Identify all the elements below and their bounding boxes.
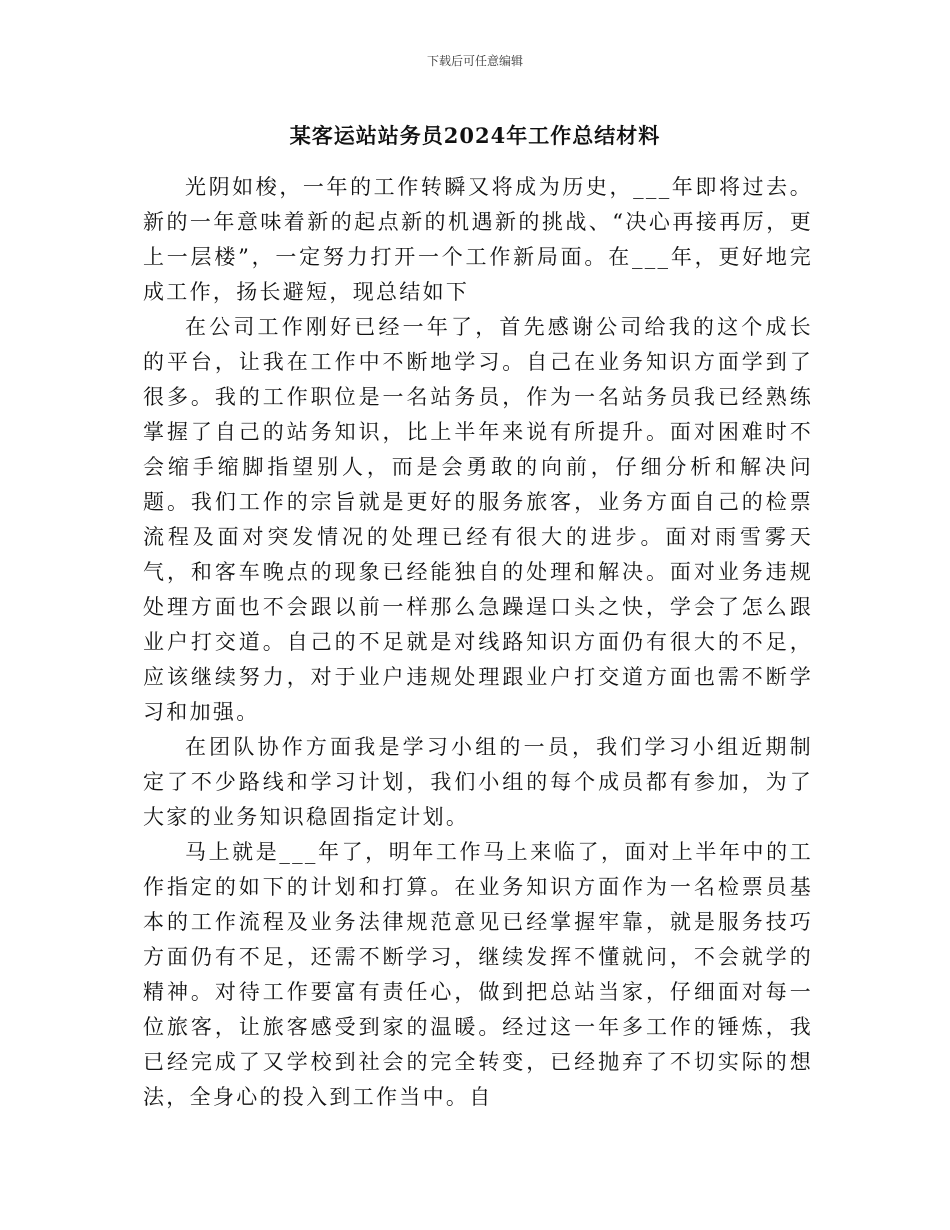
paragraph-plan: 马上就是___年了，明年工作马上来临了，面对上半年中的工作指定的如下的计划和打算。在业务知识方面作为一名检票员基本的工作流程及业务法律规范意见已经掌握牢靠，就是服务技巧方面仍有不足，还需不断学习，继续发挥不懂就问，不会就学的精神。对待工作要富有责任心，做到把总站当家，仔细面对每一位旅客，让旅客感受到家的温暖。经过这一年多工作的锤炼，我已经完成了又学校到社会的完全转变，已经抛弃了不切实际的想法，全身心的投入到工作当中。自 — [143, 840, 813, 1109]
paragraph-teamwork: 在团队协作方面我是学习小组的一员，我们学习小组近期制定了不少路线和学习计划，我们小组的每个成员都有参加，为了大家的业务知识稳固指定计划。 — [143, 735, 813, 829]
document-body — [143, 170, 813, 1115]
document-title: 某客运站站务员2024年工作总结材料 — [289, 123, 661, 148]
paragraph-work-review: 在公司工作刚好已经一年了，首先感谢公司给我的这个成长的平台，让我在工作中不断地学习。自己在业务知识方面学到了很多。我的工作职位是一名站务员，作为一名站务员我已经熟练掌握了自己的站务知识，比上半年来说有所提升。面对困难时不会缩手缩脚指望别人，而是会勇敢的向前，仔细分析和解决问题。我们工作的宗旨就是更好的服务旅客，业务方面自己的检票流程及面对突发情况的处理已经有很大的进步。面对雨雪雾天气，和客车晚点的现象已经能独自的处理和解决。面对业务违规处理方面也不会跟以前一样那么急躁逞口头之快，学会了怎么跟业户打交道。自己的不足就是对线路知识方面仍有很大的不足，应该继续努力，对于业户违规处理跟业户打交道方面也需不断学习和加强。 — [143, 315, 813, 724]
header-note: 下载后可任意编辑 — [426, 54, 523, 68]
paragraph-intro: 光阴如梭，一年的工作转瞬又将成为历史，___年即将过去。新的一年意味着新的起点新的机遇新的挑战、“决心再接再厉，更上一层楼”，一定努力打开一个工作新局面。在___年，更好地完成工作，扬长避短，现总结如下 — [143, 175, 813, 304]
